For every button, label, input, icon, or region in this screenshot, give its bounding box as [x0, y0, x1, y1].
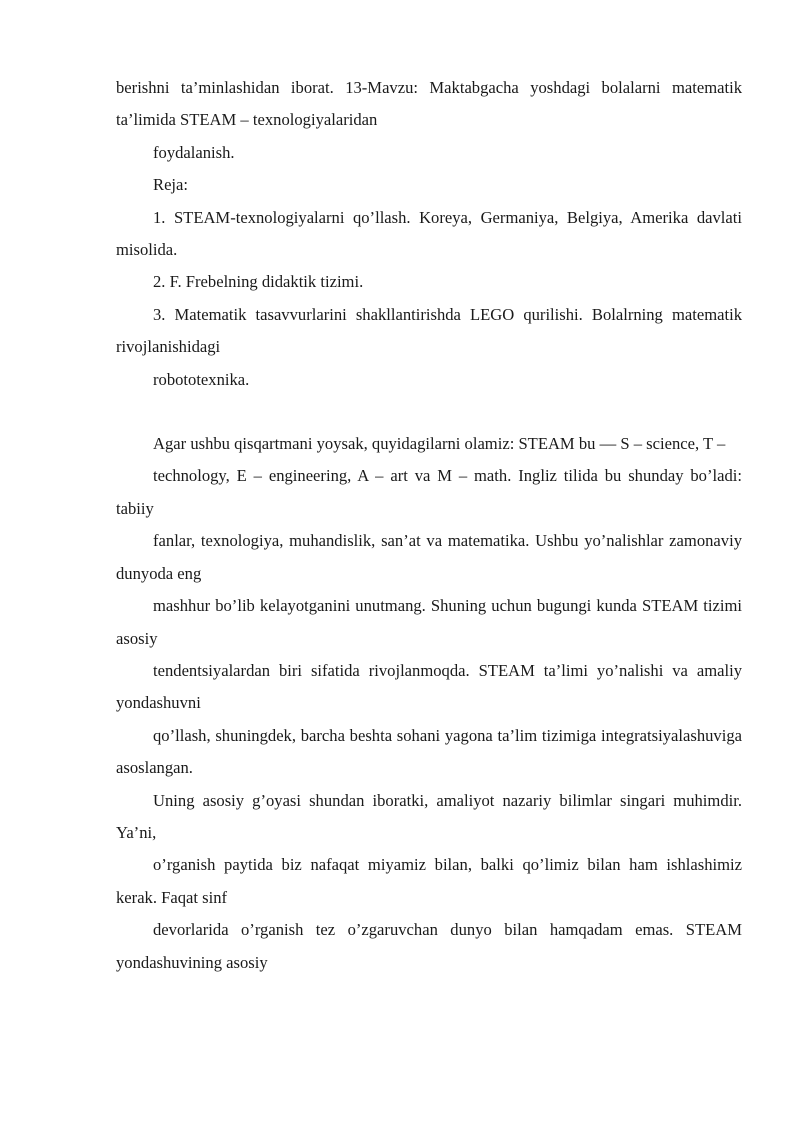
plan-heading: Reja: [153, 175, 189, 195]
plan-item-1: 1. STEAM-texnologiyalarni qo’llash. Koreya, Germaniya, Belgiya, Amerika davlati misolida. [116, 207, 742, 260]
body-paragraph-2: technology, E – engineering, A – art va M – math. Ingliz tilida bu shunday bo’ladi: tabiiy [116, 466, 742, 518]
body-paragraph-5: tendentsiyalardan biri sifatida rivojlanmoqda. STEAM ta’limi yo’nalishi va amaliy yondashuvni [116, 660, 742, 713]
plan-item-2: 2. F. Frebelning didaktik tizimi. [153, 272, 364, 292]
plan-item-3: 3. Matematik tasavvurlarini shakllantirishda LEGO qurilishi. Bolalrning matematik rivojlanishidagi [116, 304, 742, 357]
body-paragraph-9: devorlarida o’rganish tez o’zgaruvchan dunyo bilan hamqadam emas. STEAM yondashuvining asosiy [116, 920, 742, 972]
paragraph-gap [116, 396, 742, 428]
body-paragraph-4: mashhur bo’lib kelayotganini unutmang. Shuning uchun bugungi kunda STEAM tizimi asosiy [116, 596, 742, 648]
plan-item-3-cont: robototexnika. [153, 369, 250, 389]
paragraph-1: berishni ta’minlashidan iborat. 13-Mavzu: Maktabgacha yoshdagi bolalarni matematik ta’limida STEAM – texnologiyalaridan [116, 78, 742, 130]
paragraph-2: foydalanish. [153, 142, 235, 162]
body-paragraph-7: Uning asosiy g’oyasi shundan iboratki, amaliyot nazariy bilimlar singari muhimdir. Ya’ni, [116, 790, 742, 842]
body-paragraph-6: qo’llash, shuningdek, barcha beshta sohani yagona ta’lim tizimiga integratsiyalashuviga asoslangan. [116, 725, 742, 778]
body-paragraph-1: Agar ushbu qisqartmani yoysak, quyidagilarni olamiz: STEAM bu — S – science, T – [153, 434, 726, 454]
document-page [116, 72, 742, 979]
body-paragraph-3: fanlar, texnologiya, muhandislik, san’at va matematika. Ushbu yo’nalishlar zamonaviy dunyoda eng [116, 531, 742, 583]
body-paragraph-8: o’rganish paytida biz nafaqat miyamiz bilan, balki qo’limiz bilan ham ishlashimiz kerak. Faqat sinf [116, 855, 742, 907]
